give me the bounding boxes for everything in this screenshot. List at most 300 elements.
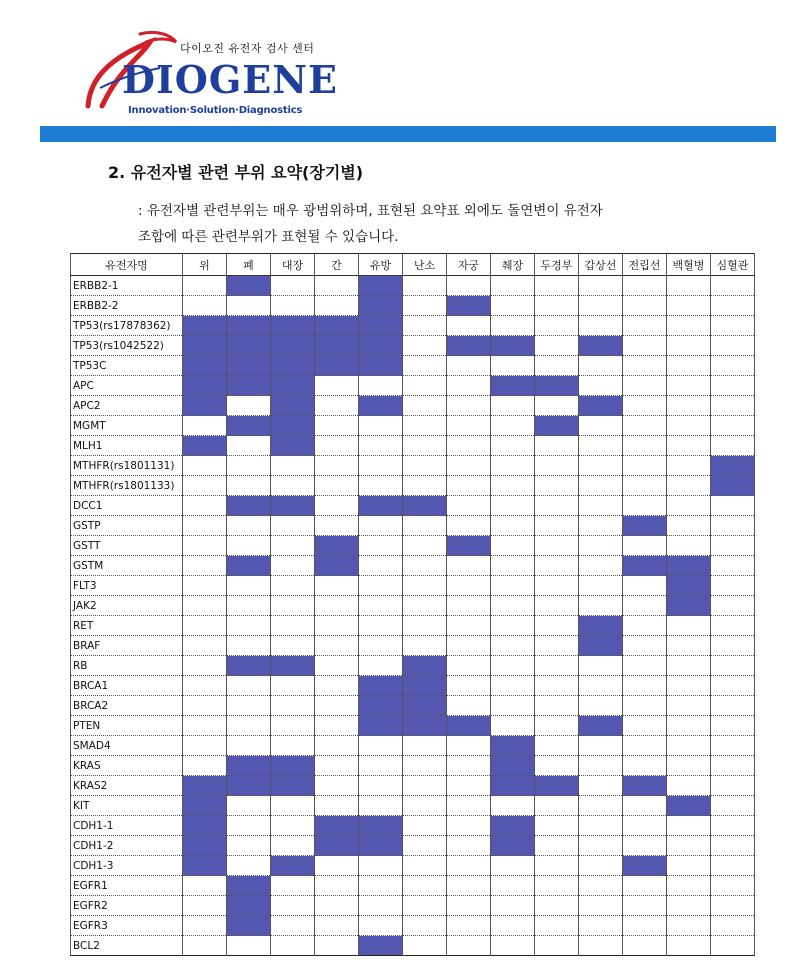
marked-cell	[183, 776, 227, 796]
empty-cell	[447, 656, 491, 676]
empty-cell	[227, 836, 271, 856]
marked-cell	[271, 436, 315, 456]
empty-cell	[579, 796, 623, 816]
marked-cell	[271, 776, 315, 796]
empty-cell	[535, 496, 579, 516]
empty-cell	[579, 476, 623, 496]
empty-cell	[535, 756, 579, 776]
empty-cell	[667, 376, 711, 396]
gene-name-cell: EGFR3	[71, 916, 183, 936]
empty-cell	[403, 636, 447, 656]
empty-cell	[667, 916, 711, 936]
empty-cell	[667, 776, 711, 796]
empty-cell	[227, 936, 271, 956]
marked-cell	[579, 716, 623, 736]
gene-name-cell: KRAS	[71, 756, 183, 776]
organ-column-header: 갑상선	[579, 254, 623, 276]
marked-cell	[183, 396, 227, 416]
empty-cell	[623, 436, 667, 456]
empty-cell	[227, 636, 271, 656]
empty-cell	[271, 276, 315, 296]
gene-name-cell: GSTP	[71, 516, 183, 536]
empty-cell	[491, 716, 535, 736]
marked-cell	[403, 696, 447, 716]
empty-cell	[403, 856, 447, 876]
empty-cell	[271, 916, 315, 936]
empty-cell	[579, 656, 623, 676]
marked-cell	[623, 516, 667, 536]
empty-cell	[711, 396, 755, 416]
empty-cell	[447, 896, 491, 916]
empty-cell	[447, 556, 491, 576]
empty-cell	[359, 856, 403, 876]
empty-cell	[183, 516, 227, 536]
gene-name-cell: BRAF	[71, 636, 183, 656]
empty-cell	[359, 536, 403, 556]
empty-cell	[535, 896, 579, 916]
empty-cell	[403, 576, 447, 596]
marked-cell	[667, 596, 711, 616]
marked-cell	[271, 756, 315, 776]
marked-cell	[315, 536, 359, 556]
empty-cell	[403, 356, 447, 376]
empty-cell	[711, 496, 755, 516]
table-row	[71, 316, 755, 336]
empty-cell	[315, 376, 359, 396]
marked-cell	[491, 776, 535, 796]
empty-cell	[579, 376, 623, 396]
gene-name-cell: BCL2	[71, 936, 183, 956]
table-row	[71, 736, 755, 756]
gene-column-header: 유전자명	[71, 254, 183, 276]
table-row	[71, 576, 755, 596]
marked-cell	[227, 776, 271, 796]
empty-cell	[535, 696, 579, 716]
empty-cell	[579, 836, 623, 856]
empty-cell	[711, 616, 755, 636]
gene-name-cell: KRAS2	[71, 776, 183, 796]
marked-cell	[359, 396, 403, 416]
empty-cell	[359, 416, 403, 436]
empty-cell	[623, 836, 667, 856]
table-row	[71, 696, 755, 716]
empty-cell	[227, 816, 271, 836]
empty-cell	[359, 656, 403, 676]
marked-cell	[359, 676, 403, 696]
marked-cell	[183, 836, 227, 856]
empty-cell	[667, 496, 711, 516]
table-row	[71, 376, 755, 396]
table-row	[71, 336, 755, 356]
empty-cell	[183, 556, 227, 576]
empty-cell	[271, 596, 315, 616]
empty-cell	[491, 276, 535, 296]
empty-cell	[667, 816, 711, 836]
empty-cell	[711, 916, 755, 936]
empty-cell	[535, 516, 579, 536]
marked-cell	[359, 716, 403, 736]
empty-cell	[535, 716, 579, 736]
gene-name-cell: DCC1	[71, 496, 183, 516]
gene-name-cell: TP53(rs17878362)	[71, 316, 183, 336]
organ-column-header: 전립선	[623, 254, 667, 276]
empty-cell	[271, 556, 315, 576]
marked-cell	[491, 836, 535, 856]
empty-cell	[359, 756, 403, 776]
gene-name-cell: MLH1	[71, 436, 183, 456]
empty-cell	[667, 356, 711, 376]
empty-cell	[711, 516, 755, 536]
empty-cell	[403, 476, 447, 496]
empty-cell	[535, 356, 579, 376]
table-row	[71, 516, 755, 536]
empty-cell	[359, 556, 403, 576]
empty-cell	[315, 796, 359, 816]
empty-cell	[711, 596, 755, 616]
gene-name-cell: CDH1-1	[71, 816, 183, 836]
empty-cell	[403, 396, 447, 416]
marked-cell	[183, 816, 227, 836]
empty-cell	[359, 456, 403, 476]
empty-cell	[579, 496, 623, 516]
gene-name-cell: APC	[71, 376, 183, 396]
empty-cell	[623, 596, 667, 616]
empty-cell	[491, 396, 535, 416]
empty-cell	[183, 656, 227, 676]
empty-cell	[623, 916, 667, 936]
empty-cell	[579, 416, 623, 436]
empty-cell	[535, 856, 579, 876]
marked-cell	[227, 916, 271, 936]
empty-cell	[711, 296, 755, 316]
empty-cell	[667, 436, 711, 456]
marked-cell	[183, 436, 227, 456]
empty-cell	[535, 936, 579, 956]
marked-cell	[359, 836, 403, 856]
empty-cell	[315, 636, 359, 656]
empty-cell	[623, 336, 667, 356]
marked-cell	[535, 776, 579, 796]
marked-cell	[667, 576, 711, 596]
table-row	[71, 356, 755, 376]
marked-cell	[315, 836, 359, 856]
gene-name-cell: BRCA1	[71, 676, 183, 696]
empty-cell	[403, 416, 447, 436]
table-row	[71, 876, 755, 896]
empty-cell	[315, 936, 359, 956]
empty-cell	[623, 356, 667, 376]
marked-cell	[271, 356, 315, 376]
empty-cell	[491, 556, 535, 576]
empty-cell	[227, 676, 271, 696]
empty-cell	[623, 716, 667, 736]
table-row	[71, 276, 755, 296]
empty-cell	[315, 476, 359, 496]
empty-cell	[447, 416, 491, 436]
empty-cell	[183, 536, 227, 556]
header-bar	[40, 126, 776, 142]
marked-cell	[579, 616, 623, 636]
empty-cell	[271, 696, 315, 716]
empty-cell	[403, 756, 447, 776]
marked-cell	[271, 396, 315, 416]
empty-cell	[315, 436, 359, 456]
gene-name-cell: RET	[71, 616, 183, 636]
marked-cell	[227, 316, 271, 336]
empty-cell	[403, 776, 447, 796]
empty-cell	[711, 636, 755, 656]
empty-cell	[623, 456, 667, 476]
gene-name-cell: ERBB2-2	[71, 296, 183, 316]
marked-cell	[271, 416, 315, 436]
empty-cell	[535, 816, 579, 836]
empty-cell	[579, 876, 623, 896]
empty-cell	[359, 596, 403, 616]
gene-name-cell: TP53(rs1042522)	[71, 336, 183, 356]
empty-cell	[711, 756, 755, 776]
marked-cell	[623, 556, 667, 576]
empty-cell	[315, 716, 359, 736]
empty-cell	[183, 636, 227, 656]
empty-cell	[403, 796, 447, 816]
empty-cell	[403, 916, 447, 936]
table-row	[71, 756, 755, 776]
empty-cell	[359, 736, 403, 756]
empty-cell	[403, 936, 447, 956]
empty-cell	[711, 536, 755, 556]
gene-name-cell: SMAD4	[71, 736, 183, 756]
empty-cell	[711, 556, 755, 576]
marked-cell	[359, 356, 403, 376]
empty-cell	[271, 676, 315, 696]
marked-cell	[403, 656, 447, 676]
empty-cell	[403, 336, 447, 356]
empty-cell	[491, 856, 535, 876]
empty-cell	[535, 536, 579, 556]
empty-cell	[711, 316, 755, 336]
empty-cell	[315, 916, 359, 936]
empty-cell	[623, 616, 667, 636]
table-row	[71, 436, 755, 456]
empty-cell	[711, 576, 755, 596]
empty-cell	[623, 696, 667, 716]
empty-cell	[271, 896, 315, 916]
empty-cell	[183, 936, 227, 956]
empty-cell	[271, 736, 315, 756]
empty-cell	[711, 356, 755, 376]
empty-cell	[403, 616, 447, 636]
empty-cell	[447, 936, 491, 956]
marked-cell	[447, 336, 491, 356]
empty-cell	[315, 296, 359, 316]
empty-cell	[271, 576, 315, 596]
marked-cell	[359, 276, 403, 296]
marked-cell	[271, 856, 315, 876]
table-row	[71, 296, 755, 316]
table-row	[71, 616, 755, 636]
empty-cell	[491, 876, 535, 896]
empty-cell	[183, 876, 227, 896]
empty-cell	[271, 536, 315, 556]
gene-name-cell: CDH1-3	[71, 856, 183, 876]
empty-cell	[359, 436, 403, 456]
empty-cell	[447, 636, 491, 656]
empty-cell	[227, 616, 271, 636]
empty-cell	[447, 396, 491, 416]
empty-cell	[447, 756, 491, 776]
empty-cell	[447, 736, 491, 756]
marked-cell	[227, 656, 271, 676]
empty-cell	[535, 636, 579, 656]
empty-cell	[535, 436, 579, 456]
empty-cell	[403, 376, 447, 396]
empty-cell	[623, 496, 667, 516]
table-row	[71, 856, 755, 876]
empty-cell	[271, 456, 315, 476]
empty-cell	[315, 456, 359, 476]
organ-column-header: 폐	[227, 254, 271, 276]
empty-cell	[359, 776, 403, 796]
empty-cell	[623, 796, 667, 816]
marked-cell	[227, 756, 271, 776]
empty-cell	[579, 676, 623, 696]
organ-column-header: 간	[315, 254, 359, 276]
empty-cell	[447, 816, 491, 836]
empty-cell	[579, 856, 623, 876]
gene-name-cell: ERBB2-1	[71, 276, 183, 296]
empty-cell	[711, 716, 755, 736]
empty-cell	[491, 436, 535, 456]
marked-cell	[535, 376, 579, 396]
empty-cell	[359, 476, 403, 496]
table-row	[71, 476, 755, 496]
empty-cell	[271, 636, 315, 656]
empty-cell	[535, 676, 579, 696]
empty-cell	[359, 616, 403, 636]
empty-cell	[491, 656, 535, 676]
empty-cell	[359, 376, 403, 396]
empty-cell	[183, 916, 227, 936]
empty-cell	[667, 296, 711, 316]
empty-cell	[403, 316, 447, 336]
marked-cell	[403, 716, 447, 736]
empty-cell	[447, 316, 491, 336]
empty-cell	[447, 696, 491, 716]
marked-cell	[227, 276, 271, 296]
empty-cell	[667, 516, 711, 536]
empty-cell	[271, 716, 315, 736]
empty-cell	[227, 476, 271, 496]
empty-cell	[667, 336, 711, 356]
empty-cell	[315, 736, 359, 756]
marked-cell	[403, 496, 447, 516]
empty-cell	[535, 396, 579, 416]
empty-cell	[711, 696, 755, 716]
empty-cell	[491, 636, 535, 656]
marked-cell	[447, 296, 491, 316]
empty-cell	[535, 616, 579, 636]
empty-cell	[447, 516, 491, 536]
empty-cell	[447, 476, 491, 496]
description	[138, 198, 758, 250]
empty-cell	[271, 936, 315, 956]
empty-cell	[579, 916, 623, 936]
empty-cell	[315, 416, 359, 436]
empty-cell	[491, 796, 535, 816]
marked-cell	[711, 476, 755, 496]
empty-cell	[447, 776, 491, 796]
empty-cell	[623, 276, 667, 296]
marked-cell	[227, 356, 271, 376]
empty-cell	[711, 856, 755, 876]
empty-cell	[623, 316, 667, 336]
empty-cell	[579, 556, 623, 576]
empty-cell	[579, 756, 623, 776]
gene-name-cell: GSTM	[71, 556, 183, 576]
section-title: 2. 유전자별 관련 부위 요약(장기별)	[108, 163, 364, 182]
gene-name-cell: MTHFR(rs1801133)	[71, 476, 183, 496]
empty-cell	[579, 536, 623, 556]
empty-cell	[667, 656, 711, 676]
empty-cell	[535, 796, 579, 816]
empty-cell	[315, 516, 359, 536]
empty-cell	[183, 416, 227, 436]
empty-cell	[183, 616, 227, 636]
marked-cell	[183, 356, 227, 376]
empty-cell	[403, 456, 447, 476]
empty-cell	[227, 596, 271, 616]
empty-cell	[227, 796, 271, 816]
empty-cell	[623, 396, 667, 416]
table-row	[71, 896, 755, 916]
empty-cell	[403, 516, 447, 536]
empty-cell	[667, 936, 711, 956]
empty-cell	[447, 836, 491, 856]
organ-column-header: 위	[183, 254, 227, 276]
organ-column-header: 유방	[359, 254, 403, 276]
table-row	[71, 916, 755, 936]
marked-cell	[491, 376, 535, 396]
marked-cell	[227, 896, 271, 916]
table-row	[71, 816, 755, 836]
marked-cell	[579, 636, 623, 656]
empty-cell	[491, 916, 535, 936]
empty-cell	[535, 336, 579, 356]
organ-column-header: 두경부	[535, 254, 579, 276]
empty-cell	[623, 376, 667, 396]
marked-cell	[315, 336, 359, 356]
empty-cell	[403, 556, 447, 576]
gene-name-cell: FLT3	[71, 576, 183, 596]
empty-cell	[403, 276, 447, 296]
empty-cell	[447, 576, 491, 596]
empty-cell	[711, 436, 755, 456]
empty-cell	[667, 856, 711, 876]
empty-cell	[227, 396, 271, 416]
empty-cell	[667, 416, 711, 436]
empty-cell	[183, 296, 227, 316]
empty-cell	[491, 936, 535, 956]
empty-cell	[227, 536, 271, 556]
empty-cell	[447, 496, 491, 516]
empty-cell	[623, 576, 667, 596]
marked-cell	[491, 736, 535, 756]
empty-cell	[447, 676, 491, 696]
empty-cell	[491, 696, 535, 716]
empty-cell	[403, 596, 447, 616]
empty-cell	[271, 616, 315, 636]
gene-name-cell: TP53C	[71, 356, 183, 376]
